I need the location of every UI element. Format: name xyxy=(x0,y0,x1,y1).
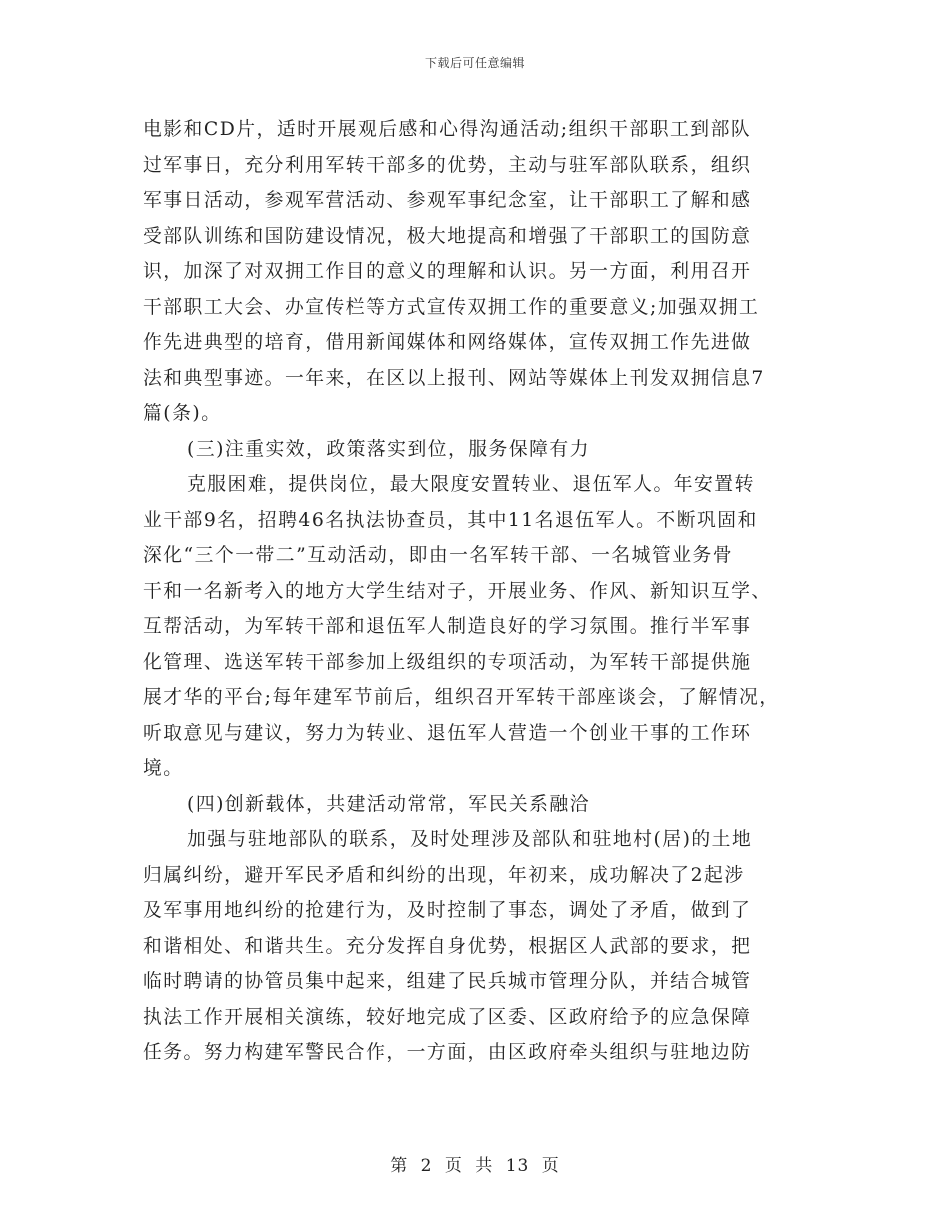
body-line: 互帮活动，为军转干部和退伍军人制造良好的学习氛围。推行半军事 xyxy=(143,616,752,637)
body-line: 任务。努力构建军警民合作，一方面，由区政府牵头组织与驻地边防 xyxy=(143,1042,752,1063)
body-line: 归属纠纷，避开军民矛盾和纠纷的出现，年初来，成功解决了2起涉 xyxy=(143,864,745,886)
page-header: 下载后可任意编辑 xyxy=(424,56,525,70)
body-line: 作先进典型的培育，借用新闻媒体和网络媒体，宣传双拥工作先进做 xyxy=(143,332,752,353)
body-line: 干部职工大会、办宣传栏等方式宣传双拥工作的重要意义;加强双拥工 xyxy=(143,296,760,318)
body-line: 执法工作开展相关演练，较好地完成了区委、区政府给予的应急保障 xyxy=(143,1006,752,1028)
body-line: 军事日活动，参观军营活动、参观军事纪念室，让干部职工了解和感 xyxy=(143,190,752,211)
body-line: 及军事用地纠纷的抢建行为，及时控制了事态，调处了矛盾，做到了 xyxy=(143,900,752,921)
body-line: 业干部9名，招聘46名执法协查员，其中11名退伍军人。不断巩固和 xyxy=(143,509,758,531)
body-line: 深化“三个一带二”互动活动，即由一名军转干部、一名城管业务骨 xyxy=(143,545,734,566)
body-line: 电影和CD片，适时开展观后感和心得沟通活动;组织干部职工到部队 xyxy=(143,119,752,140)
body-line: 克服困难，提供岗位，最大限度安置转业、退伍军人。年安置转 xyxy=(187,474,755,495)
body-line: 展才华的平台;每年建军节前后，组织召开军转干部座谈会，了解情况， xyxy=(143,687,780,708)
body-line: 识，加深了对双拥工作目的意义的理解和认识。另一方面，利用召开 xyxy=(143,261,752,282)
body-line: 干和一名新考入的地方大学生结对子，开展业务、作风、新知识互学、 xyxy=(143,580,772,602)
body-line: 过军事日，充分利用军转干部多的优势，主动与驻军部队联系，组织 xyxy=(143,154,752,176)
document-body xyxy=(143,112,811,1071)
body-line: 临时聘请的协管员集中起来，组建了民兵城市管理分队，并结合城管 xyxy=(143,971,752,992)
body-line: 听取意见与建议，努力为转业、退伍军人营造一个创业干事的工作环 xyxy=(143,722,752,744)
section-heading: (四)创新载体，共建活动常常，军民关系融洽 xyxy=(187,793,590,815)
page-footer: 第 2 页 共 13 页 xyxy=(390,1156,560,1176)
body-line: 和谐相处、和谐共生。充分发挥自身优势，根据区人武部的要求，把 xyxy=(143,935,752,957)
section-heading: (三)注重实效，政策落实到位，服务保障有力 xyxy=(187,438,590,460)
body-line: 受部队训练和国防建设情况，极大地提高和增强了干部职工的国防意 xyxy=(143,225,752,247)
body-line: 境。 xyxy=(143,758,184,779)
body-line: 加强与驻地部队的联系，及时处理涉及部队和驻地村(居)的土地 xyxy=(187,829,753,850)
body-line: 篇(条)。 xyxy=(143,403,222,424)
body-line: 化管理、选送军转干部参加上级组织的专项活动，为军转干部提供施 xyxy=(143,651,752,673)
body-line: 法和典型事迹。一年来，在区以上报刊、网站等媒体上刊发双拥信息7 xyxy=(143,367,765,389)
